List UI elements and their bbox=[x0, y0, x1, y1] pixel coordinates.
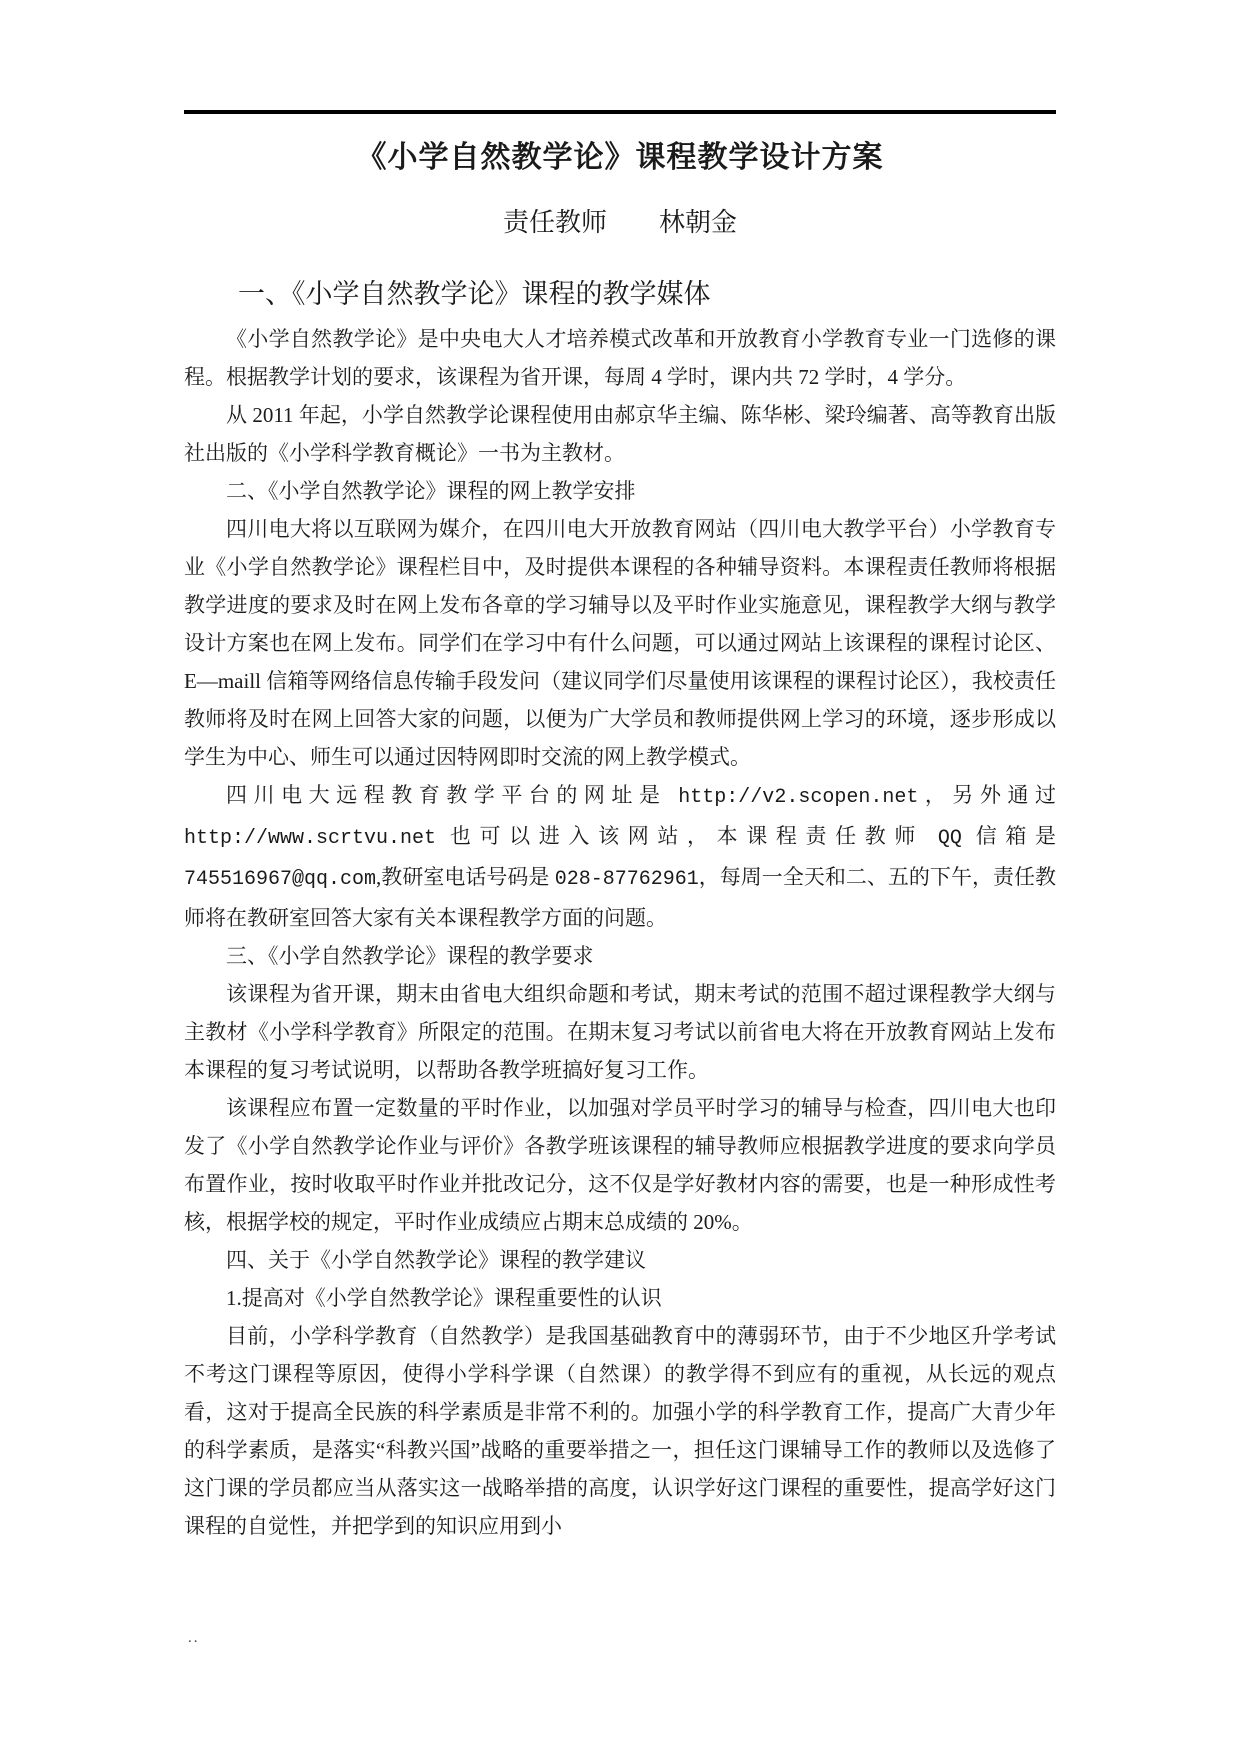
text-run: ，另外通过 bbox=[918, 783, 1057, 807]
text-run: 信箱是 bbox=[961, 824, 1057, 848]
inline-code: QQ bbox=[937, 827, 962, 850]
body-paragraph bbox=[184, 776, 1056, 937]
text-run: 1.提高对《小学自然教学论》课程重要性的认识 bbox=[226, 1286, 662, 1310]
body-paragraph bbox=[184, 510, 1056, 776]
text-run: 四川电大远程教育教学平台的网址是 bbox=[226, 783, 679, 807]
inline-code: 028-87762961 bbox=[554, 868, 699, 891]
inline-code: http://www.scrtvu.net bbox=[184, 827, 437, 850]
document-body bbox=[184, 320, 1056, 1545]
byline bbox=[184, 206, 1056, 240]
text-run: 从 2011 年起，小学自然教学论课程使用由郝京华主编、陈华彬、梁玲编著、高等教育出版社出版的《小学科学教育概论》一书为主教材。 bbox=[184, 403, 1056, 465]
section-heading bbox=[184, 1279, 1056, 1317]
text-run: ,教研室电话号码是 bbox=[376, 865, 555, 889]
inline-code: 745516967@qq.com bbox=[184, 868, 377, 891]
teacher-label: 责任教师 bbox=[502, 208, 607, 237]
text-run: 《小学自然教学论》是中央电大人才培养模式改革和开放教育小学教育专业一门选修的课程。根据教学计划的要求，该课程为省开课，每周 4 学时，课内共 72 学时，4 学分。 bbox=[184, 327, 1056, 389]
text-run: 二、《小学自然教学论》课程的网上教学安排 bbox=[226, 479, 636, 503]
inline-code: http://v2.scopen.net bbox=[678, 786, 919, 809]
text-run: 该课程应布置一定数量的平时作业，以加强对学员平时学习的辅导与检查，四川电大也印发了《小学自然教学论作业与评价》各教学班该课程的辅导教师应根据教学进度的要求向学员布置作业，按时收取平时作业并批改记分，这不仅是学好教材内容的需要，也是一种形成性考核，根据学校的规定，平时作业成绩应占期末总成绩的 20%。 bbox=[184, 1096, 1056, 1234]
section-heading bbox=[184, 472, 1056, 510]
section-heading bbox=[184, 1241, 1056, 1279]
document-title: 《小学自然教学论》课程教学设计方案 bbox=[356, 141, 884, 174]
text-run: 四、关于《小学自然教学论》课程的教学建议 bbox=[226, 1248, 646, 1272]
teacher-name: 林朝金 bbox=[659, 208, 738, 237]
body-paragraph bbox=[184, 320, 1056, 396]
section-heading bbox=[184, 937, 1056, 975]
body-paragraph bbox=[184, 396, 1056, 472]
text-run: 该课程为省开课，期末由省电大组织命题和考试，期末考试的范围不超过课程教学大纲与主教材《小学科学教育》所限定的范围。在期末复习考试以前省电大将在开放教育网站上发布本课程的复习考试说明，以帮助各教学班搞好复习工作。 bbox=[184, 982, 1056, 1082]
text-run: 也可以进入该网站，本课程责任教师 bbox=[436, 824, 938, 848]
body-paragraph bbox=[184, 1317, 1056, 1545]
header-rule bbox=[184, 110, 1056, 114]
body-paragraph bbox=[184, 975, 1056, 1089]
text-run: ，每周一全天和二、五的下午，责任教师将在教研室回答大家有关本课程教学方面的问题。 bbox=[184, 865, 1057, 930]
text-run: 目前，小学科学教育（自然教学）是我国基础教育中的薄弱环节，由于不少地区升学考试不考这门课程等原因，使得小学科学课（自然课）的教学得不到应有的重视，从长远的观点看，这对于提高全民族的科学素质是非常不利的。加强小学的科学教育工作，提高广大青少年的科学素质，是落实“科教兴国”战略的重要举措之一，担任这门课辅导工作的教师以及选修了这门课的学员都应当从落实这一战略举措的高度，认识学好这门课程的重要性，提高学好这门课程的自觉性，并把学到的知识应用到小 bbox=[184, 1324, 1056, 1538]
section-1-heading: 一、《小学自然教学论》课程的教学媒体 bbox=[238, 279, 711, 309]
body-paragraph bbox=[184, 1089, 1056, 1241]
text-run: 三、《小学自然教学论》课程的教学要求 bbox=[226, 944, 594, 968]
text-run: 四川电大将以互联网为媒介，在四川电大开放教育网站（四川电大教学平台）小学教育专业《小学自然教学论》课程栏目中，及时提供本课程的各种辅导资料。本课程责任教师将根据教学进度的要求及时在网上发布各章的学习辅导以及平时作业实施意见，课程教学大纲与教学设计方案也在网上发布。同学们在学习中有什么问题，可以通过网站上该课程的课程讨论区、E—maill 信箱等网络信息传输手段发问（建议同学们尽量使用该课程的课程讨论区），我校责任教师将及时在网上回答大家的问题，以便为广大学员和教师提供网上学习的环境，逐步形成以学生为中心、师生可以通过因特网即时交流的网上教学模式。 bbox=[184, 517, 1056, 769]
footer-mark: .. bbox=[188, 1630, 200, 1646]
